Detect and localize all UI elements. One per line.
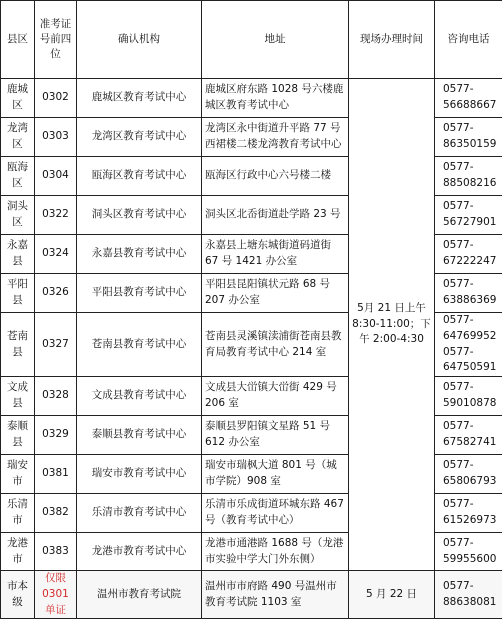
address-cell: 乐清市乐成街道环城东路 467 号（教育考试中心） — [202, 494, 349, 533]
district-cell: 市本级 — [1, 571, 35, 619]
prefix-cell: 0382 — [35, 494, 77, 533]
agency-cell: 龙湾区教育考试中心 — [77, 118, 202, 157]
phone-cell: 0577-65806793 — [435, 455, 502, 494]
address-cell: 龙港市通港路 1688 号（龙港市实验中学大门外东侧） — [202, 533, 349, 571]
phone-cell: 0577-88508216 — [435, 157, 502, 196]
agency-cell: 瑞安市教育考试中心 — [77, 455, 202, 494]
phone-cell: 0577-56688667 — [435, 79, 502, 118]
agency-cell: 文成县教育考试中心 — [77, 377, 202, 416]
hours-cell: 5 月 22 日 — [349, 571, 435, 619]
agency-cell: 苍南县教育考试中心 — [77, 313, 202, 377]
header-district: 县区 — [1, 1, 35, 79]
address-cell: 鹿城区府东路 1028 号六楼鹿城区教育考试中心 — [202, 79, 349, 118]
prefix-cell: 0324 — [35, 235, 77, 274]
phone-cell: 0577-86350159 — [435, 118, 502, 157]
prefix-cell: 0329 — [35, 416, 77, 455]
phone-cell: 0577-59010878 — [435, 377, 502, 416]
agency-cell: 泰顺县教育考试中心 — [77, 416, 202, 455]
address-cell: 瑞安市瑞枫大道 801 号（城市学院）908 室 — [202, 455, 349, 494]
address-cell: 文成县大峃镇大峃街 429 号 206 室 — [202, 377, 349, 416]
restricted-prefix-line: 0301 — [37, 587, 74, 603]
district-cell: 龙湾区 — [1, 118, 35, 157]
address-cell: 苍南县灵溪镇渎浦街苍南县教育局教育考试中心 214 室 — [202, 313, 349, 377]
restricted-prefix-line: 仅限 — [37, 571, 74, 587]
phone-cell: 0577-56727901 — [435, 196, 502, 235]
header-ticket-prefix: 准考证号前四位 — [35, 1, 77, 79]
phone-cell — [435, 313, 502, 377]
agency-cell: 瓯海区教育考试中心 — [77, 157, 202, 196]
restricted-prefix-line: 单证 — [37, 603, 74, 619]
phone-cell: 0577-88638081 — [435, 571, 502, 619]
agency-cell: 温州市教育考试院 — [77, 571, 202, 619]
prefix-cell: 0322 — [35, 196, 77, 235]
district-cell: 瓯海区 — [1, 157, 35, 196]
phone-cell: 0577-67582741 — [435, 416, 502, 455]
phone-number: 0577-64769952 — [443, 313, 500, 345]
agency-cell: 鹿城区教育考试中心 — [77, 79, 202, 118]
district-cell: 鹿城区 — [1, 79, 35, 118]
address-cell: 泰顺县罗阳镇文星路 51 号 612 办公室 — [202, 416, 349, 455]
prefix-cell: 0326 — [35, 274, 77, 313]
district-cell: 洞头区 — [1, 196, 35, 235]
agency-cell: 平阳县教育考试中心 — [77, 274, 202, 313]
shared-hours-cell: 5月 21 日上午 8:30-11:00；下午 2:00-4:30 — [349, 79, 435, 571]
address-cell: 龙湾区永中街道升平路 77 号西裙楼二楼龙湾教育考试中心 — [202, 118, 349, 157]
phone-cell: 0577-63886369 — [435, 274, 502, 313]
header-agency: 确认机构 — [77, 1, 202, 79]
prefix-cell: 0328 — [35, 377, 77, 416]
prefix-cell: 0303 — [35, 118, 77, 157]
district-cell: 文成县 — [1, 377, 35, 416]
address-cell: 温州市市府路 490 号温州市教育考试院 1103 室 — [202, 571, 349, 619]
address-cell: 瓯海区行政中心六号楼二楼 — [202, 157, 349, 196]
phone-cell: 0577-61526973 — [435, 494, 502, 533]
agency-cell: 洞头区教育考试中心 — [77, 196, 202, 235]
address-cell: 永嘉县上塘东城街道码道街 67 号 1421 办公室 — [202, 235, 349, 274]
prefix-cell: 0327 — [35, 313, 77, 377]
district-cell: 泰顺县 — [1, 416, 35, 455]
district-cell: 永嘉县 — [1, 235, 35, 274]
table-row — [1, 79, 502, 118]
district-cell: 乐清市 — [1, 494, 35, 533]
agency-cell: 乐清市教育考试中心 — [77, 494, 202, 533]
prefix-cell: 0302 — [35, 79, 77, 118]
prefix-cell: 0383 — [35, 533, 77, 571]
phone-number: 0577-64750591 — [443, 345, 500, 377]
district-cell: 龙港市 — [1, 533, 35, 571]
district-cell: 平阳县 — [1, 274, 35, 313]
restricted-prefix-cell — [35, 571, 77, 619]
phone-cell: 0577-59955600 — [435, 533, 502, 571]
address-cell: 洞头区北岙街道赴学路 23 号 — [202, 196, 349, 235]
district-cell: 苍南县 — [1, 313, 35, 377]
prefix-cell: 0381 — [35, 455, 77, 494]
header-row — [1, 1, 502, 79]
header-address: 地址 — [202, 1, 349, 79]
header-phone: 咨询电话 — [435, 1, 502, 79]
agency-cell: 龙港市教育考试中心 — [77, 533, 202, 571]
prefix-cell: 0304 — [35, 157, 77, 196]
phone-cell: 0577-67222247 — [435, 235, 502, 274]
address-cell: 平阳县昆阳镇状元路 68 号 207 办公室 — [202, 274, 349, 313]
agency-cell: 永嘉县教育考试中心 — [77, 235, 202, 274]
table-row-city-level — [1, 571, 502, 619]
district-cell: 瑞安市 — [1, 455, 35, 494]
header-hours: 现场办理时间 — [349, 1, 435, 79]
